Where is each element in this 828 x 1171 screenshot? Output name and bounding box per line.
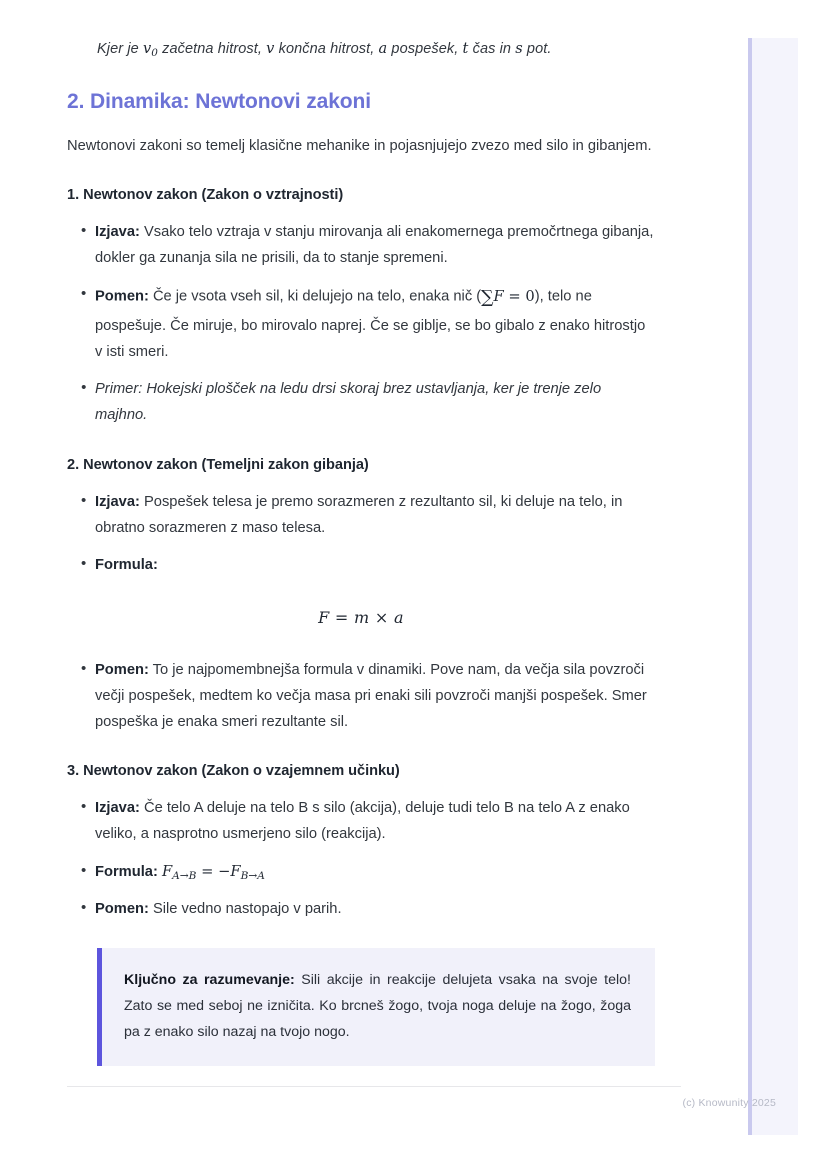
item-label: Formula:: [95, 863, 158, 880]
inline-formula-sum-of-forces: ∑F = 0: [481, 287, 535, 308]
callout-paragraph: [124, 968, 631, 1046]
lead-note-mid4: čas in: [468, 41, 516, 57]
page-footer: [0, 1086, 828, 1109]
law-2-heading: 2. Newtonov zakon (Temeljni zakon gibanja): [67, 456, 369, 473]
item-label: Pomen:: [95, 288, 149, 305]
formula-a: a: [394, 607, 404, 627]
list-item: [67, 219, 655, 271]
list-item-formula: [67, 859, 655, 885]
math-variable-t: t: [462, 41, 469, 57]
lead-note-mid1: začetna hitrost,: [157, 41, 267, 57]
callout-label: Ključno za razumevanje:: [124, 971, 295, 988]
item-text: To je najpomembnejša formula v dinamiki. Pove nam, da večja sila povzroči večji pospešek, medtem ko večja masa pri enaki sili povzroči manjši pospešek. Smer pospeška je enaka smeri rezultante sil.: [95, 661, 647, 731]
intro-paragraph: Newtonovi zakoni so temelj klasične mehanike in pojasnjujejo zvezo med silo in gibanjem.: [67, 137, 652, 154]
list-item: [67, 282, 655, 365]
law-3-list: [67, 795, 655, 922]
math-variable-s: s: [515, 41, 523, 57]
item-label: Izjava:: [95, 223, 140, 240]
item-text-after: ), telo ne pospešuje. Če miruje, bo mirovalo naprej. Če se giblje, se bo gibalo z enako hitrostjo v isti smeri.: [95, 288, 646, 361]
law-2-list-part-1: [67, 489, 655, 578]
section-heading-dinamika: 2. Dinamika: Newtonovi zakoni: [67, 90, 371, 114]
list-item: [67, 657, 655, 735]
lead-note-suffix: pot.: [522, 41, 552, 57]
item-label: Izjava:: [95, 800, 140, 817]
item-text: Primer: Hokejski plošček na ledu drsi skoraj brez ustavljanja, ker je trenje zelo majhno.: [95, 381, 602, 424]
list-item-formula-label: [67, 552, 655, 578]
law-2-list-part-2: [67, 657, 655, 735]
block-formula-newton-second-law: [67, 608, 655, 627]
item-text: Pospešek telesa je premo sorazmeren z rezultanto sil, ki deluje na telo, in obratno sorazmeren z maso telesa.: [95, 493, 623, 536]
law-1-list: [67, 219, 655, 429]
callout-body-text: Sili akcije in reakcije delujeta vsaka na svoje telo! Zato se med seboj ne izničita. Ko brcneš žogo, tvoja noga deluje na žogo, žoga pa z enako silo nazaj na tvojo nogo.: [124, 971, 631, 1040]
item-label: Pomen:: [95, 900, 149, 917]
math-variable-v0: $v_0$: [142, 41, 158, 59]
list-item: [67, 489, 655, 541]
formula-F: F: [318, 607, 330, 627]
item-label: Formula:: [95, 556, 158, 573]
footer-copyright: (c) Knowunity 2025: [682, 1097, 776, 1109]
lead-note-mid3: pospešek,: [387, 41, 463, 57]
lead-note-prefix: Kjer je: [97, 41, 143, 57]
footer-divider: [67, 1086, 681, 1087]
math-variable-v: v: [266, 41, 275, 57]
list-item-example: [67, 376, 655, 428]
item-text-before: Če je vsota vseh sil, ki delujejo na telo, enaka nič (: [148, 288, 482, 305]
formula-times: ×: [369, 607, 394, 627]
item-text: Če telo A deluje na telo B s silo (akcija), deluje tudi telo B na telo A z enako veliko, a nasprotno usmerjeno silo (reakcija).: [95, 800, 630, 843]
item-label: Pomen:: [95, 661, 149, 678]
law-1-heading: 1. Newtonov zakon (Zakon o vztrajnosti): [67, 186, 344, 203]
list-item: [67, 795, 655, 847]
right-side-panel-edge: [748, 38, 752, 1135]
inline-formula-action-reaction: $F_{A\to B} = -F_{B\to A}$: [161, 862, 265, 882]
lead-note-mid2: končna hitrost,: [274, 41, 379, 57]
list-item: [67, 896, 655, 922]
item-text: Sile vedno nastopajo v parih.: [148, 900, 342, 917]
key-insight-callout: [97, 948, 655, 1067]
formula-equals: =: [329, 607, 355, 627]
formula-m: m: [354, 607, 370, 627]
right-side-panel: [748, 38, 798, 1135]
law-3-heading: 3. Newtonov zakon (Zakon o vzajemnem učinku): [67, 763, 400, 780]
math-variable-a: a: [378, 41, 388, 57]
lead-note-variable-legend: [67, 0, 655, 60]
item-label: Izjava:: [95, 493, 140, 510]
item-text: Vsako telo vztraja v stanju mirovanja ali enakomernega premočrtnega gibanja, dokler ga zunanja sila ne prisili, da to stanje spremeni.: [95, 223, 654, 266]
